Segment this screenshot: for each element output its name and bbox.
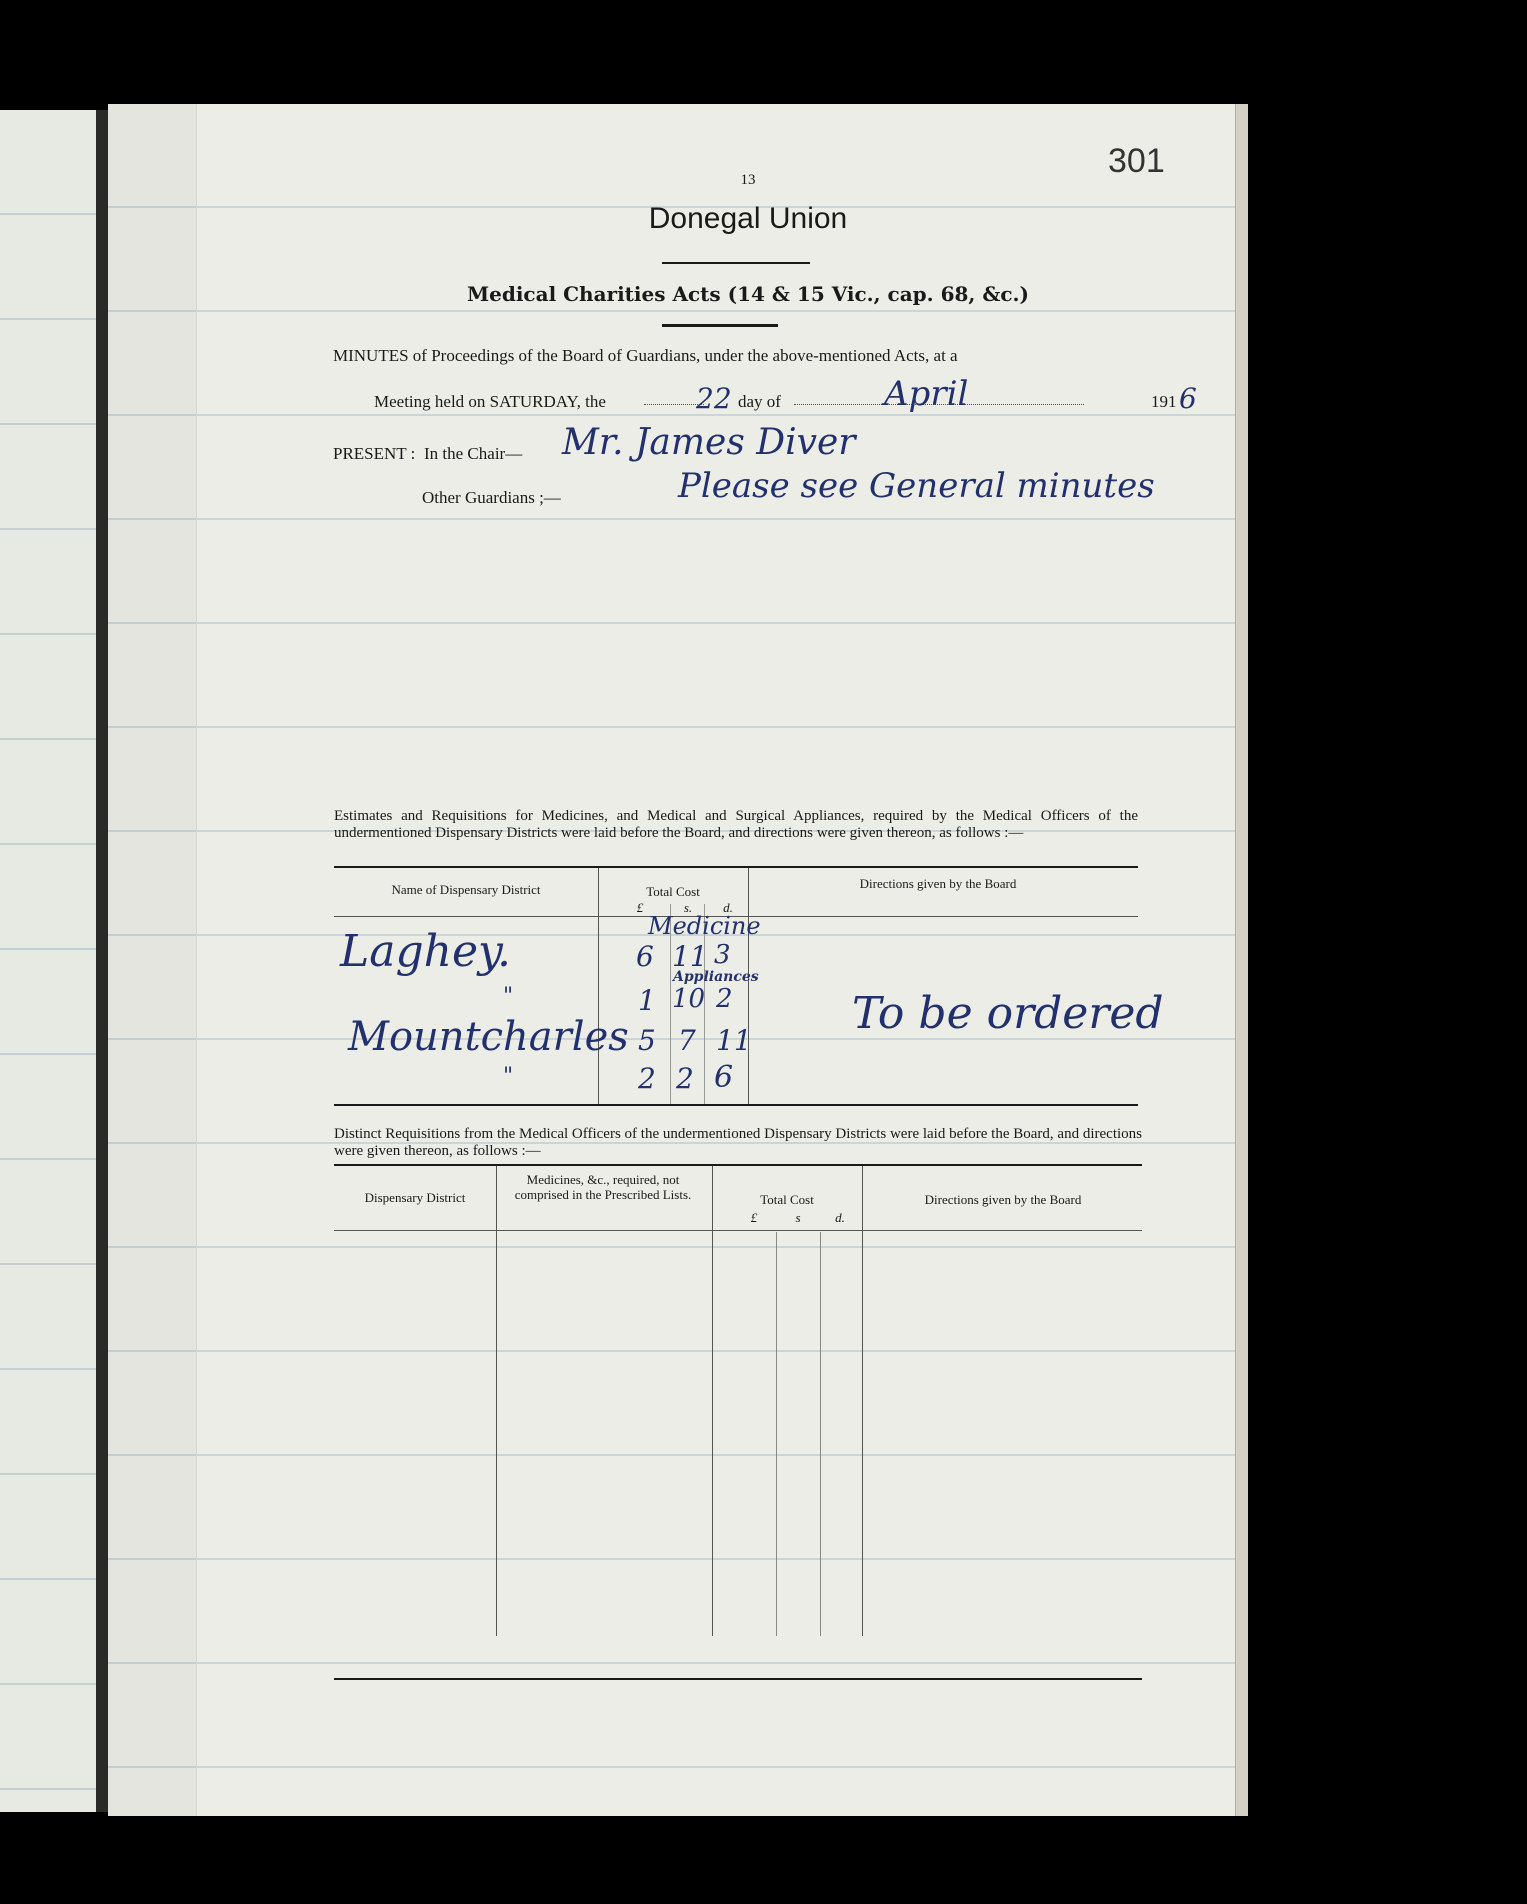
table2-bottom-rule (334, 1678, 1142, 1680)
cost-shillings: 7 (678, 1024, 696, 1057)
meeting-line (374, 374, 1254, 418)
col-total-cost-header: Total Cost (760, 1192, 814, 1207)
left-page (0, 110, 96, 1812)
cost-shillings: 2 (676, 1062, 694, 1095)
cost-shillings: 11 (672, 940, 708, 973)
col-shillings: s. (683, 900, 693, 915)
year-prefix: 191 (1151, 392, 1177, 411)
day-label: day of (738, 392, 781, 411)
section2-intro: Distinct Requisitions from the Medical Officers of the undermentioned Dispensary Districts were laid before the Board, and directions were given thereon, as follows :— (334, 1126, 1142, 1159)
table1-top-rule (334, 866, 1138, 868)
table2-divider (820, 1232, 821, 1636)
col-pounds: £ (636, 900, 644, 915)
table1-divider (598, 868, 599, 1104)
page-title: Donegal Union (648, 202, 848, 235)
col-pounds: £ (750, 1210, 758, 1225)
present-label: PRESENT : (333, 444, 416, 463)
col-pence: d. (723, 900, 733, 915)
col-pence: d. (835, 1210, 845, 1225)
ledger-page (108, 104, 1248, 1816)
meeting-day: 22 (696, 382, 732, 415)
cost-pounds: 1 (638, 984, 656, 1017)
other-guardians-label: Other Guardians ;— (422, 488, 561, 507)
folio-number: 301 (1108, 142, 1165, 180)
table1-bottom-rule (334, 1104, 1138, 1106)
district-name: " (503, 984, 514, 1009)
table1-divider (748, 868, 749, 1104)
cost-pounds: 5 (638, 1024, 656, 1057)
district-name: Mountcharles (348, 1014, 629, 1060)
meeting-month: April (884, 374, 969, 414)
book-spine (96, 110, 108, 1812)
col-cost-header: Total Cost (646, 884, 700, 899)
table2-divider (862, 1166, 863, 1636)
printed-page-number: 13 (740, 172, 756, 188)
cost-pounds: 2 (638, 1062, 656, 1095)
medicine-label: Medicine (648, 912, 761, 940)
board-directions: To be ordered (852, 988, 1164, 1039)
col-directions-header: Directions given by the Board (859, 876, 1017, 891)
table2-header-rule (334, 1230, 1142, 1231)
district-name: " (503, 1064, 514, 1089)
cost-pence: 2 (716, 984, 733, 1014)
col-shillings: s (795, 1210, 801, 1225)
appliances-label: Appliances (673, 969, 759, 985)
cost-shillings: 10 (672, 984, 706, 1014)
col-medicines-header: Medicines, &c., required, not comprised in the Prescribed Lists. (514, 1172, 692, 1202)
section1-intro: Estimates and Requisitions for Medicines, and Medical and Surgical Appliances, required by the Medical Officers of the undermentioned Dispensary Districts were laid before the Board, and directions were given thereon, as follows :— (334, 808, 1138, 841)
chair-name: Mr. James Diver (562, 422, 856, 463)
page-gutter (108, 104, 197, 1816)
meeting-prefix: Meeting held on SATURDAY, the (374, 392, 606, 411)
minutes-intro: MINUTES of Proceedings of the Board of Guardians, under the above-mentioned Acts, at a (333, 346, 958, 365)
table2-top-rule (334, 1164, 1142, 1166)
chair-label: In the Chair— (424, 444, 523, 463)
page-subtitle: Medical Charities Acts (14 & 15 Vic., cap. 68, &c.) (466, 282, 1029, 306)
table2-divider (776, 1232, 777, 1636)
col-dispensary-district-header: Dispensary District (364, 1190, 466, 1205)
cost-pence: 3 (714, 940, 731, 970)
cost-pence: 11 (716, 1024, 752, 1057)
dotted-leader (644, 404, 704, 405)
district-name: Laghey. (340, 926, 511, 977)
other-guardians-value: Please see General minutes (678, 466, 1155, 506)
title-rule (662, 262, 810, 264)
table2-divider (496, 1166, 497, 1636)
cost-pounds: 6 (636, 940, 654, 973)
year-suffix: 6 (1179, 382, 1197, 415)
subtitle-rule (662, 324, 778, 327)
col-district-header: Name of Dispensary District (391, 882, 541, 897)
cost-pence: 6 (714, 1060, 734, 1095)
col-directions-header: Directions given by the Board (924, 1192, 1082, 1207)
table2-divider (712, 1166, 713, 1636)
